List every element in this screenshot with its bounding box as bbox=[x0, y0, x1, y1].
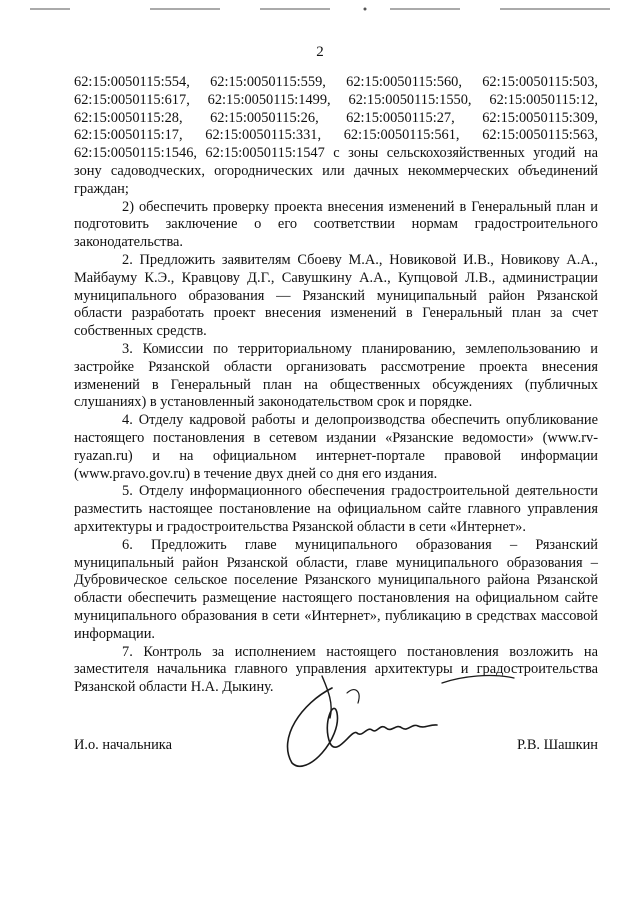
paragraph-item-4: 4. Отделу кадровой работы и делопроизводства обеспечить опубликование настоящего постановления в сетевом издании «Рязанские ведомости» (www.rv-ryazan.ru) и на официальном интернет-портале правовой информации (www.pravo.gov.ru) в течение двух дней со дня его издания. bbox=[74, 412, 598, 482]
document-body bbox=[74, 74, 598, 697]
signatory-role: И.о. начальника bbox=[74, 737, 172, 753]
signatory-name: Р.В. Шашкин bbox=[517, 737, 598, 753]
paragraph-item-2: 2. Предложить заявителям Сбоеву М.А., Новиковой И.В., Новикову А.А., Майбауму К.Э., Кравцову Д.Г., Савушкину А.А., Купцовой Л.В., администрации муниципального образования — Рязанский муниципальный район Рязанской области разработать проект внесения изменений в Генеральный план за счет собственных средств. bbox=[74, 251, 598, 340]
handwritten-signature bbox=[262, 668, 542, 778]
paragraph-item-7: 7. Контроль за исполнением настоящего постановления возложить на заместителя начальника главного управления архитектуры и градостроительства Рязанской области Н.А. Дыкину. bbox=[74, 643, 598, 696]
paragraph-item-5: 5. Отделу информационного обеспечения градостроительной деятельности разместить настоящее постановление на официальном сайте главного управления архитектуры и градостроительства Рязанской области в сети «Интернет». bbox=[74, 483, 598, 535]
paragraph-cadastral-list: 62:15:0050115:554, 62:15:0050115:559, 62:15:0050115:560, 62:15:0050115:503, 62:15:0050115:617, 62:15:0050115:1499, 62:15:0050115:1550, 62:15:0050115:12, 62:15:0050115:28, 62:15:0050115:26, 62:15:0050115:27, 62:15:0050115:309, 62:15:0050115:17, 62:15:0050115:331, 62:15:0050115:561, 62:15:0050115:563, 62:15:0050115:1546, 62:15:0050115:1547 с зоны сельскохозяйственных угодий на зону садоводческих, огороднических или дачных некоммерческих объединений граждан; bbox=[74, 74, 598, 197]
paragraph-item-1-2: 2) обеспечить проверку проекта внесения изменений в Генеральный план и подготовить заключение о его соответствии нормам градостроительного законодательства. bbox=[74, 198, 598, 251]
page-number: 2 bbox=[316, 44, 324, 60]
top-rule-decoration bbox=[30, 6, 610, 12]
paragraph-item-6: 6. Предложить главе муниципального образования – Рязанский муниципальный район Рязанской области, главе муниципального образования – Дубровическое сельское поселение Рязанского муниципального района Рязанской области обеспечить размещение настоящего постановления на официальном сайте муниципального образования в сети «Интернет», публикацию в средствах массовой информации. bbox=[74, 536, 598, 642]
paragraph-item-3: 3. Комиссии по территориальному планированию, землепользованию и застройке Рязанской области организовать рассмотрение проекта внесения изменений в Генеральный план на общественных обсуждениях (публичных слушаниях) в установленный законодательством срок и порядке. bbox=[74, 340, 598, 411]
